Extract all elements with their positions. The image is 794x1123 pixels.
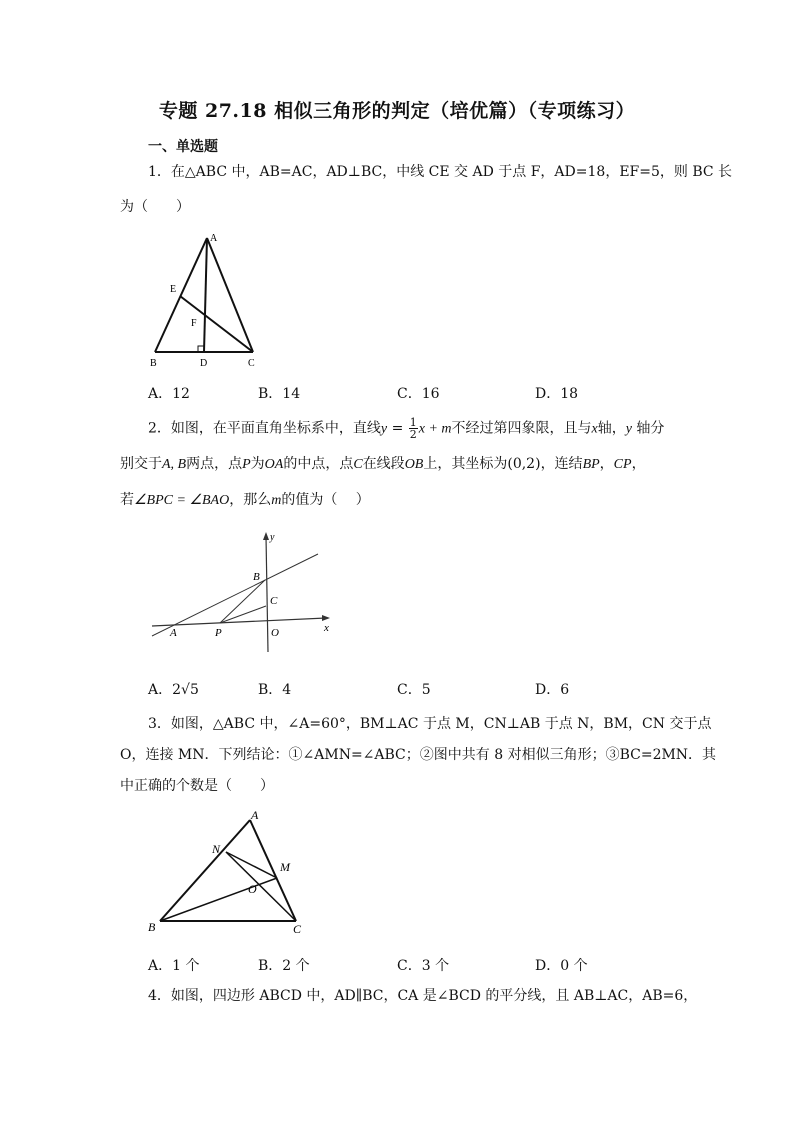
q3-line1: 3．如图，△ABC 中，∠A=60°，BM⊥AC 于点 M，CN⊥AB 于点 N，BM，CN 交于点 xyxy=(148,716,712,732)
q2-figure xyxy=(150,530,350,656)
q1-label-b: B xyxy=(150,358,157,369)
q1-option-c: C．16 xyxy=(397,386,440,402)
q1-altitude-ad xyxy=(204,238,207,352)
q3-option-a: A．1 个 xyxy=(148,958,200,974)
q3-label-b: B xyxy=(148,920,156,934)
q1-figure xyxy=(140,228,270,370)
q1-side-ab xyxy=(155,238,207,352)
q3-figure xyxy=(140,805,315,937)
page-title: 专题 27.18 相似三角形的判定（培优篇）（专项练习） xyxy=(158,100,636,122)
q1-option-b: B．14 xyxy=(258,386,301,402)
q3-label-o: O xyxy=(248,882,257,896)
q1-option-a: A．12 xyxy=(148,386,190,402)
q2-option-c: C．5 xyxy=(397,682,431,698)
q2-line3: 若∠BPC = ∠BAO，那么m的值为（ ） xyxy=(120,492,370,508)
q1-label-a: A xyxy=(210,233,218,244)
q3-line3: 中正确的个数是（ ） xyxy=(120,778,274,794)
q3-label-n: N xyxy=(212,842,221,856)
q1-label-d: D xyxy=(200,358,208,369)
q3-option-d: D．0 个 xyxy=(535,958,588,974)
q1-line1: 1．在△ABC 中，AB=AC，AD⊥BC，中线 CE 交 AD 于点 F，AD=18，EF=5，则 BC 长 xyxy=(148,164,733,180)
q2-line2: 别交于A, B两点，点P为OA的中点，点C在线段OB上，其坐标为(0,2)，连结BP，CP， xyxy=(120,456,646,472)
q2-label-b: B xyxy=(253,571,260,583)
q2-label-a: A xyxy=(170,627,177,639)
q2-label-p: P xyxy=(215,627,222,639)
q2-option-a: A．2√5 xyxy=(148,682,199,698)
q2-line1: 2．如图，在平面直角坐标系中，直线y = $\frac{1}{2}$ x + m不经过第四象限，且与x轴，y 轴分 xyxy=(148,416,665,441)
q2-label-x: x xyxy=(324,622,329,634)
q2-segment-bp xyxy=(220,580,265,623)
q3-label-a: A xyxy=(251,808,259,822)
q1-label-f: F xyxy=(191,318,197,329)
q1-label-e: E xyxy=(170,284,177,295)
q3-label-c: C xyxy=(293,922,302,936)
q2-option-b: B．4 xyxy=(258,682,292,698)
q1-label-c: C xyxy=(248,358,255,369)
q2-y-arrow xyxy=(263,532,269,540)
q2-y-axis xyxy=(266,536,268,652)
q3-label-m: M xyxy=(280,860,290,874)
q2-label-o: O xyxy=(271,627,279,639)
q1-line2: 为（ ） xyxy=(120,199,190,215)
section-heading: 一、单选题 xyxy=(148,139,218,155)
q3-option-b: B．2 个 xyxy=(258,958,310,974)
q3-segment-mn xyxy=(226,852,277,878)
q3-option-c: C．3 个 xyxy=(397,958,450,974)
q2-line-ab xyxy=(152,554,318,636)
q3-side-ab xyxy=(160,820,250,921)
q2-option-d: D．6 xyxy=(535,682,570,698)
q2-label-c: C xyxy=(270,595,278,607)
q2-fraction: $\frac{1}{2}$ xyxy=(409,416,417,441)
q2-x-axis xyxy=(152,618,326,626)
q1-option-d: D．18 xyxy=(535,386,579,402)
q2-x-arrow xyxy=(322,615,330,621)
q3-line2: O，连接 MN．下列结论：①∠AMN=∠ABC；②图中共有 8 对相似三角形；③BC=2MN．其 xyxy=(120,747,717,763)
q2-label-y: y xyxy=(270,532,275,543)
q2-segment-cp xyxy=(220,606,266,623)
q4-line1: 4．如图，四边形 ABCD 中，AD∥BC，CA 是∠BCD 的平分线，且 AB⊥AC，AB=6， xyxy=(148,988,698,1004)
